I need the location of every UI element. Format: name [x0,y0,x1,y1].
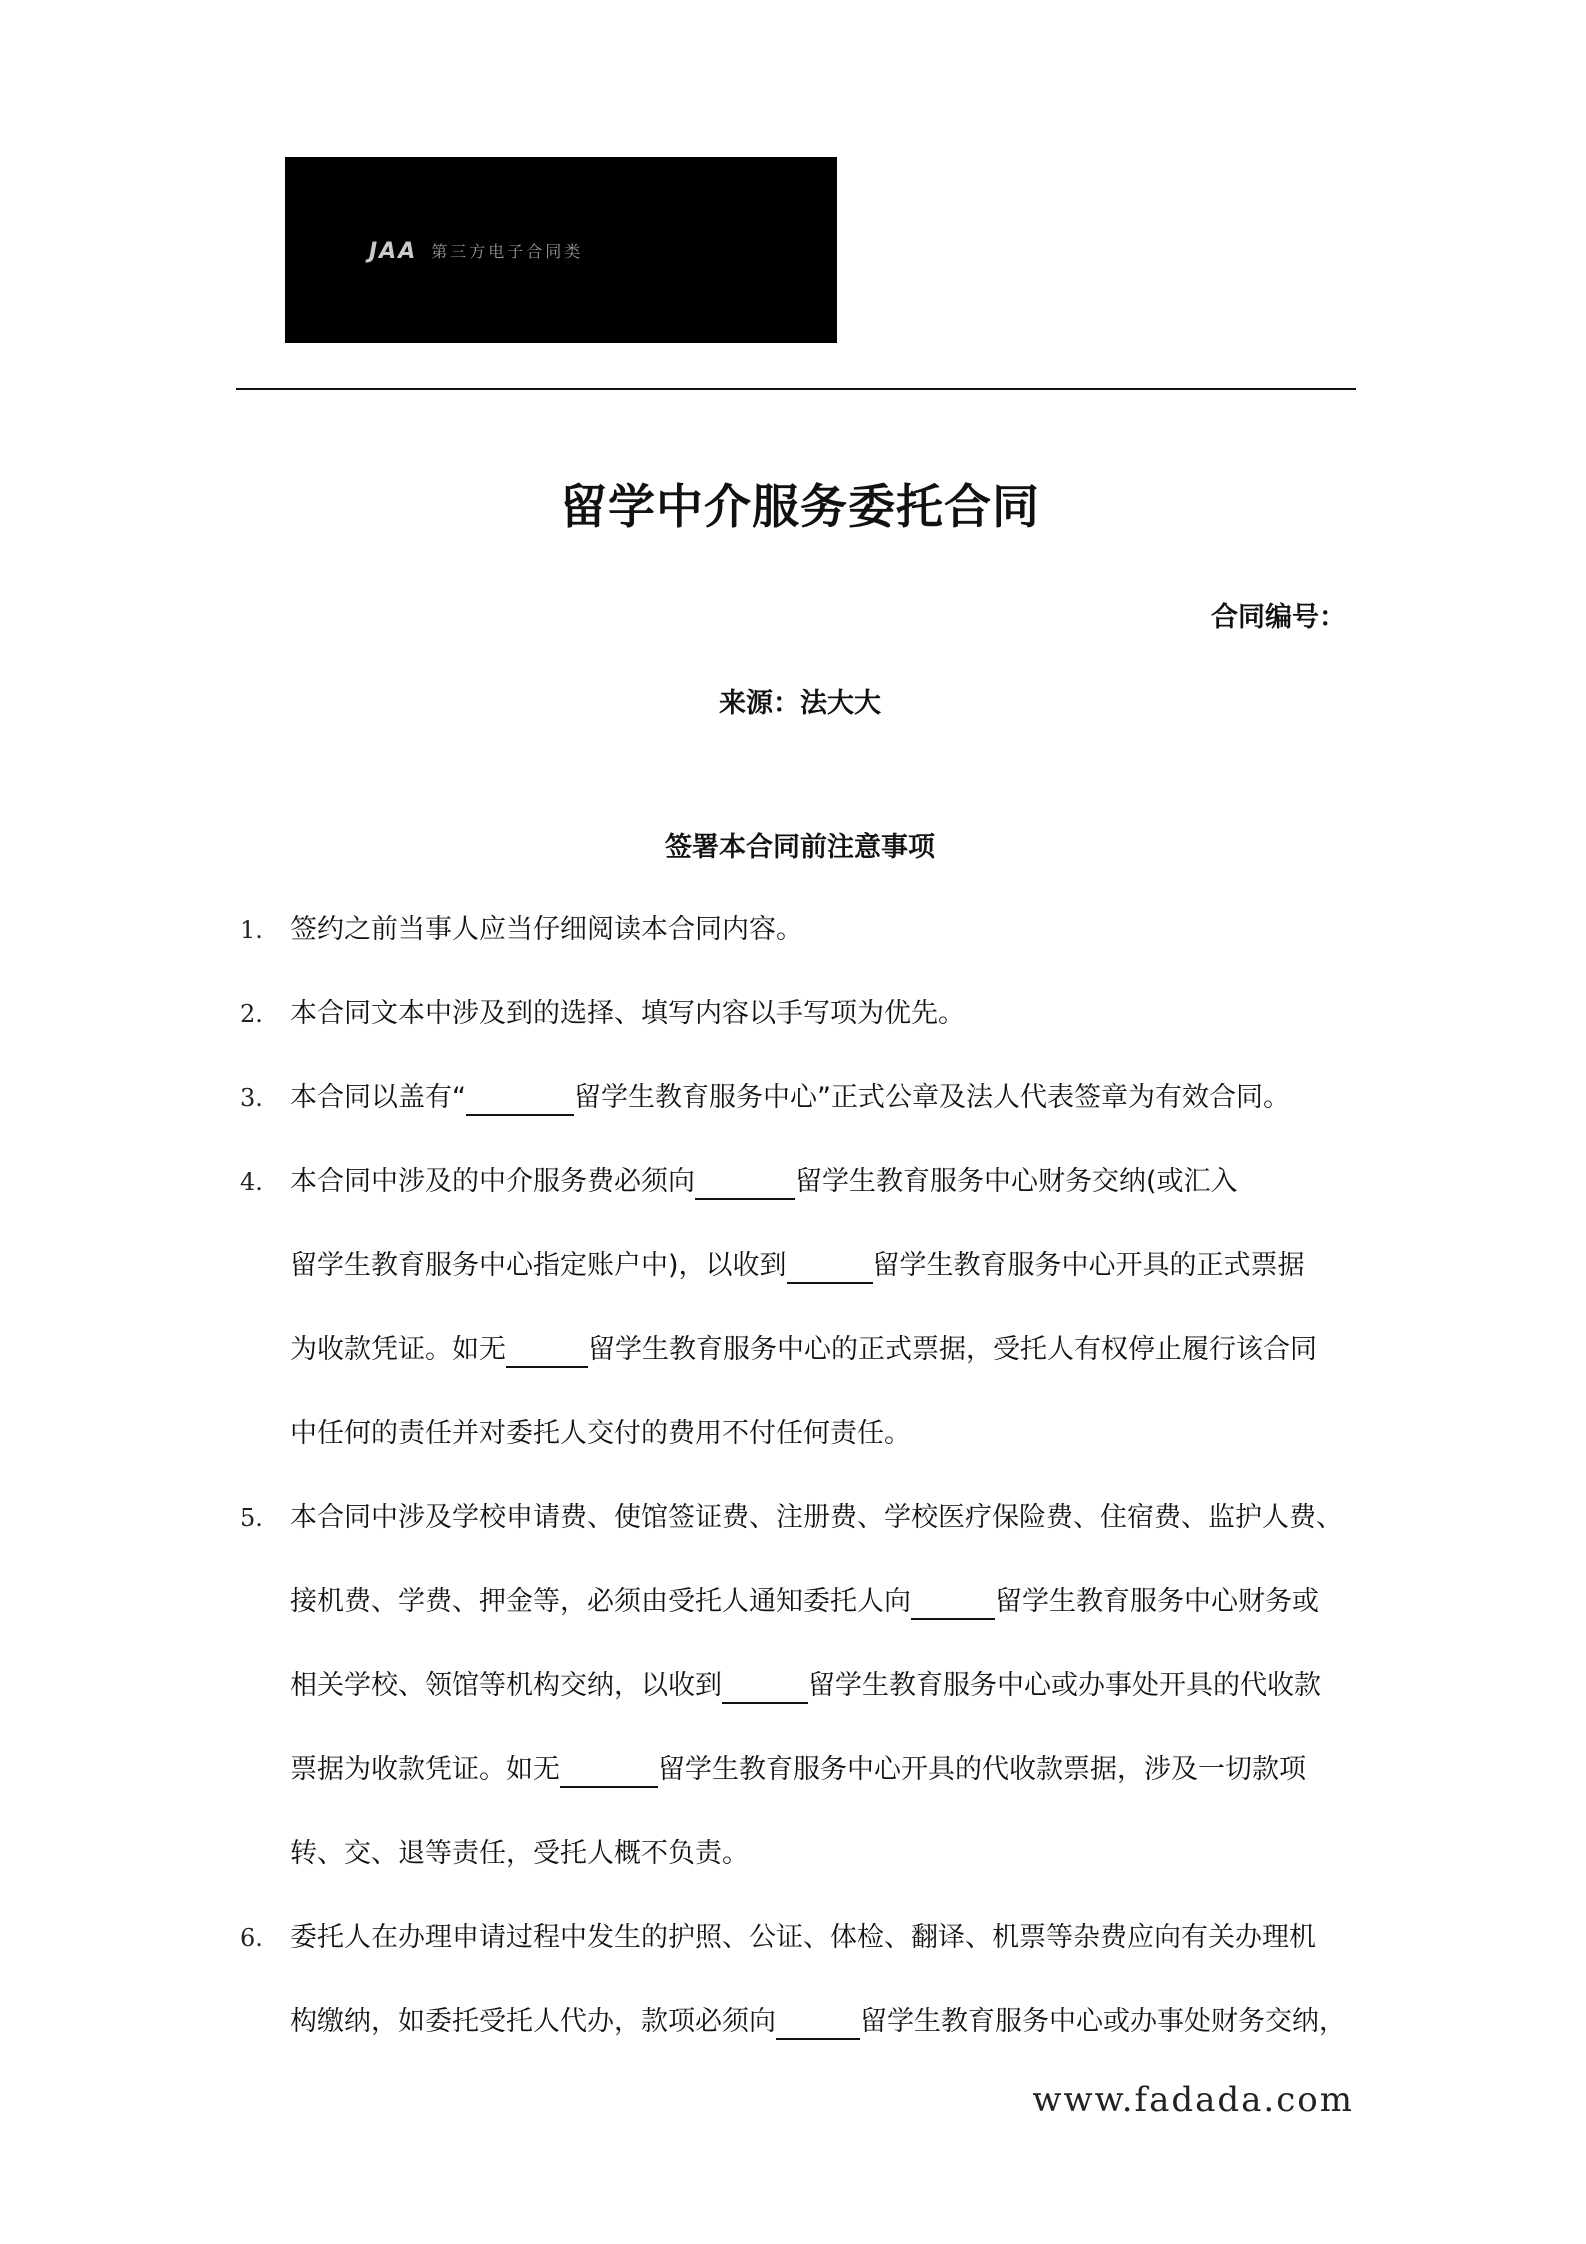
item-line [290,1164,1238,1200]
item-text: 留学生教育服务中心”正式公章及法人代表签章为有效合同。 [574,1082,1290,1113]
item-text: 中任何的责任并对委托人交付的费用不付任何责任。 [290,1418,911,1449]
item-line [290,1416,911,1452]
item-text: 留学生教育服务中心开具的正式票据 [872,1250,1305,1281]
item-line [290,1500,1343,1536]
logo-text: 第三方电子合同类 [431,242,584,261]
item-text: 留学生教育服务中心或办事处开具的代收款 [808,1670,1321,1701]
item-text: 转、交、退等责任，受托人概不负责。 [290,1838,749,1869]
item-line [290,1080,1290,1116]
item-text: 留学生教育服务中心财务或 [995,1586,1319,1617]
fill-in-blank[interactable] [911,1588,995,1620]
fill-in-blank[interactable] [787,1252,873,1284]
item-line [290,2004,1346,2040]
fill-in-blank[interactable] [560,1756,658,1788]
fill-in-blank[interactable] [695,1168,795,1200]
logo-mark: JAA [369,239,418,264]
item-line [290,912,803,948]
header-rule [236,388,1356,390]
notice-title: 签署本合同前注意事项 [665,832,935,863]
item-line [290,1668,1321,1704]
item-text: 本合同中涉及的中介服务费必须向 [290,1166,695,1197]
item-number: 6. [240,1924,263,1952]
item-text: 本合同文本中涉及到的选择、填写内容以手写项为优先。 [290,998,965,1029]
fill-in-blank[interactable] [466,1084,574,1116]
item-text: 接机费、学费、押金等，必须由受托人通知委托人向 [290,1586,911,1617]
document-title: 留学中介服务委托合同 [560,480,1040,535]
item-text: 留学生教育服务中心财务交纳(或汇入 [795,1166,1238,1197]
item-number: 2. [240,1000,263,1028]
item-line [290,996,965,1032]
footer-url[interactable]: www.fadada.com [1032,2080,1354,2120]
item-text: 构缴纳，如委托受托人代办，款项必须向 [290,2006,776,2037]
item-line [290,1920,1316,1956]
fill-in-blank[interactable] [722,1672,808,1704]
item-number: 1. [240,916,263,944]
item-text: 签约之前当事人应当仔细阅读本合同内容。 [290,914,803,945]
item-line [290,1248,1305,1284]
header-logo [285,157,837,343]
item-number: 4. [240,1168,263,1196]
item-line [290,1584,1319,1620]
item-text: 为收款凭证。如无 [290,1334,506,1365]
item-text: 留学生教育服务中心指定账户中)，以收到 [290,1250,787,1281]
item-text: 留学生教育服务中心或办事处财务交纳， [860,2006,1346,2037]
item-number: 3. [240,1084,263,1112]
item-text: 本合同中涉及学校申请费、使馆签证费、注册费、学校医疗保险费、住宿费、监护人费、 [290,1502,1343,1533]
logo-inner [369,241,583,263]
item-text: 本合同以盖有“ [290,1082,466,1113]
item-number: 5. [240,1504,263,1532]
item-line [290,1332,1317,1368]
item-text: 留学生教育服务中心的正式票据，受托人有权停止履行该合同 [588,1334,1317,1365]
item-line [290,1836,749,1872]
item-text: 留学生教育服务中心开具的代收款票据，涉及一切款项 [658,1754,1306,1785]
item-line [290,1752,1306,1788]
fill-in-blank[interactable] [776,2008,860,2040]
contract-number-label: 合同编号： [1211,602,1346,633]
fill-in-blank[interactable] [506,1336,588,1368]
item-text: 票据为收款凭证。如无 [290,1754,560,1785]
item-text: 委托人在办理申请过程中发生的护照、公证、体检、翻译、机票等杂费应向有关办理机 [290,1922,1316,1953]
source-label: 来源：法大大 [719,688,881,719]
item-text: 相关学校、领馆等机构交纳，以收到 [290,1670,722,1701]
